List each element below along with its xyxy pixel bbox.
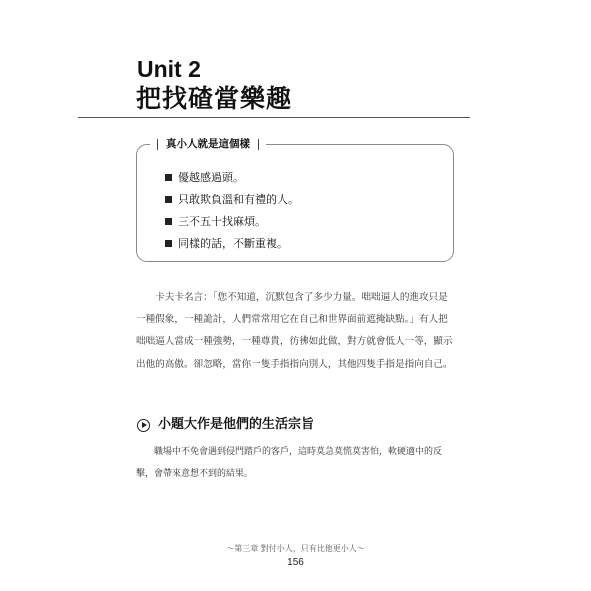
list-item-text: 三不五十找麻煩。 — [178, 215, 266, 228]
page-number: 156 — [287, 557, 304, 568]
list-item — [165, 232, 299, 254]
summary-box-title: 真小人就是這個樣 — [166, 138, 250, 150]
section-heading — [137, 416, 314, 434]
unit-title: 把找碴當樂趣 — [136, 84, 293, 113]
summary-box-header — [150, 136, 266, 152]
square-bullet-icon — [165, 240, 172, 247]
title-divider — [78, 117, 470, 118]
list-item-text: 優越感過頭。 — [178, 171, 244, 184]
unit-label: Unit 2 — [137, 56, 201, 82]
list-item — [165, 210, 299, 232]
square-bullet-icon — [165, 218, 172, 225]
section-paragraph: 職場中不免會遇到侵門踏戶的客戶，這時莫急莫慌莫害怕，軟硬適中的反擊，會帶來意想不到的結果。 — [136, 447, 443, 480]
body-paragraph: 卡夫卡名言：「您不知道，沉默包含了多少力量。咄咄逼人的進攻只是一種假象，一種詭計，人們常常用它在自己和世界面前遮掩缺點。」有人把咄咄逼人當成一種強勢，一種尊貴，彷彿如此做，對方就會低人一等，顯示出他的高傲。卻忽略，當你一隻手指指向別人，其他四隻手指是指向自己。 — [136, 292, 453, 370]
play-circle-icon — [137, 419, 150, 432]
list-item — [165, 188, 299, 210]
square-bullet-icon — [165, 196, 172, 203]
header-right-tick — [258, 139, 259, 150]
chapter-footer: ～第三章 對付小人，只有比他更小人～ — [226, 544, 365, 553]
list-item — [165, 166, 299, 188]
list-item-text: 只敢欺負溫和有禮的人。 — [178, 193, 299, 206]
list-item-text: 同樣的話，不斷重複。 — [178, 237, 288, 250]
section-title: 小題大作是他們的生活宗旨 — [158, 417, 315, 432]
square-bullet-icon — [165, 174, 172, 181]
summary-list — [165, 166, 299, 254]
